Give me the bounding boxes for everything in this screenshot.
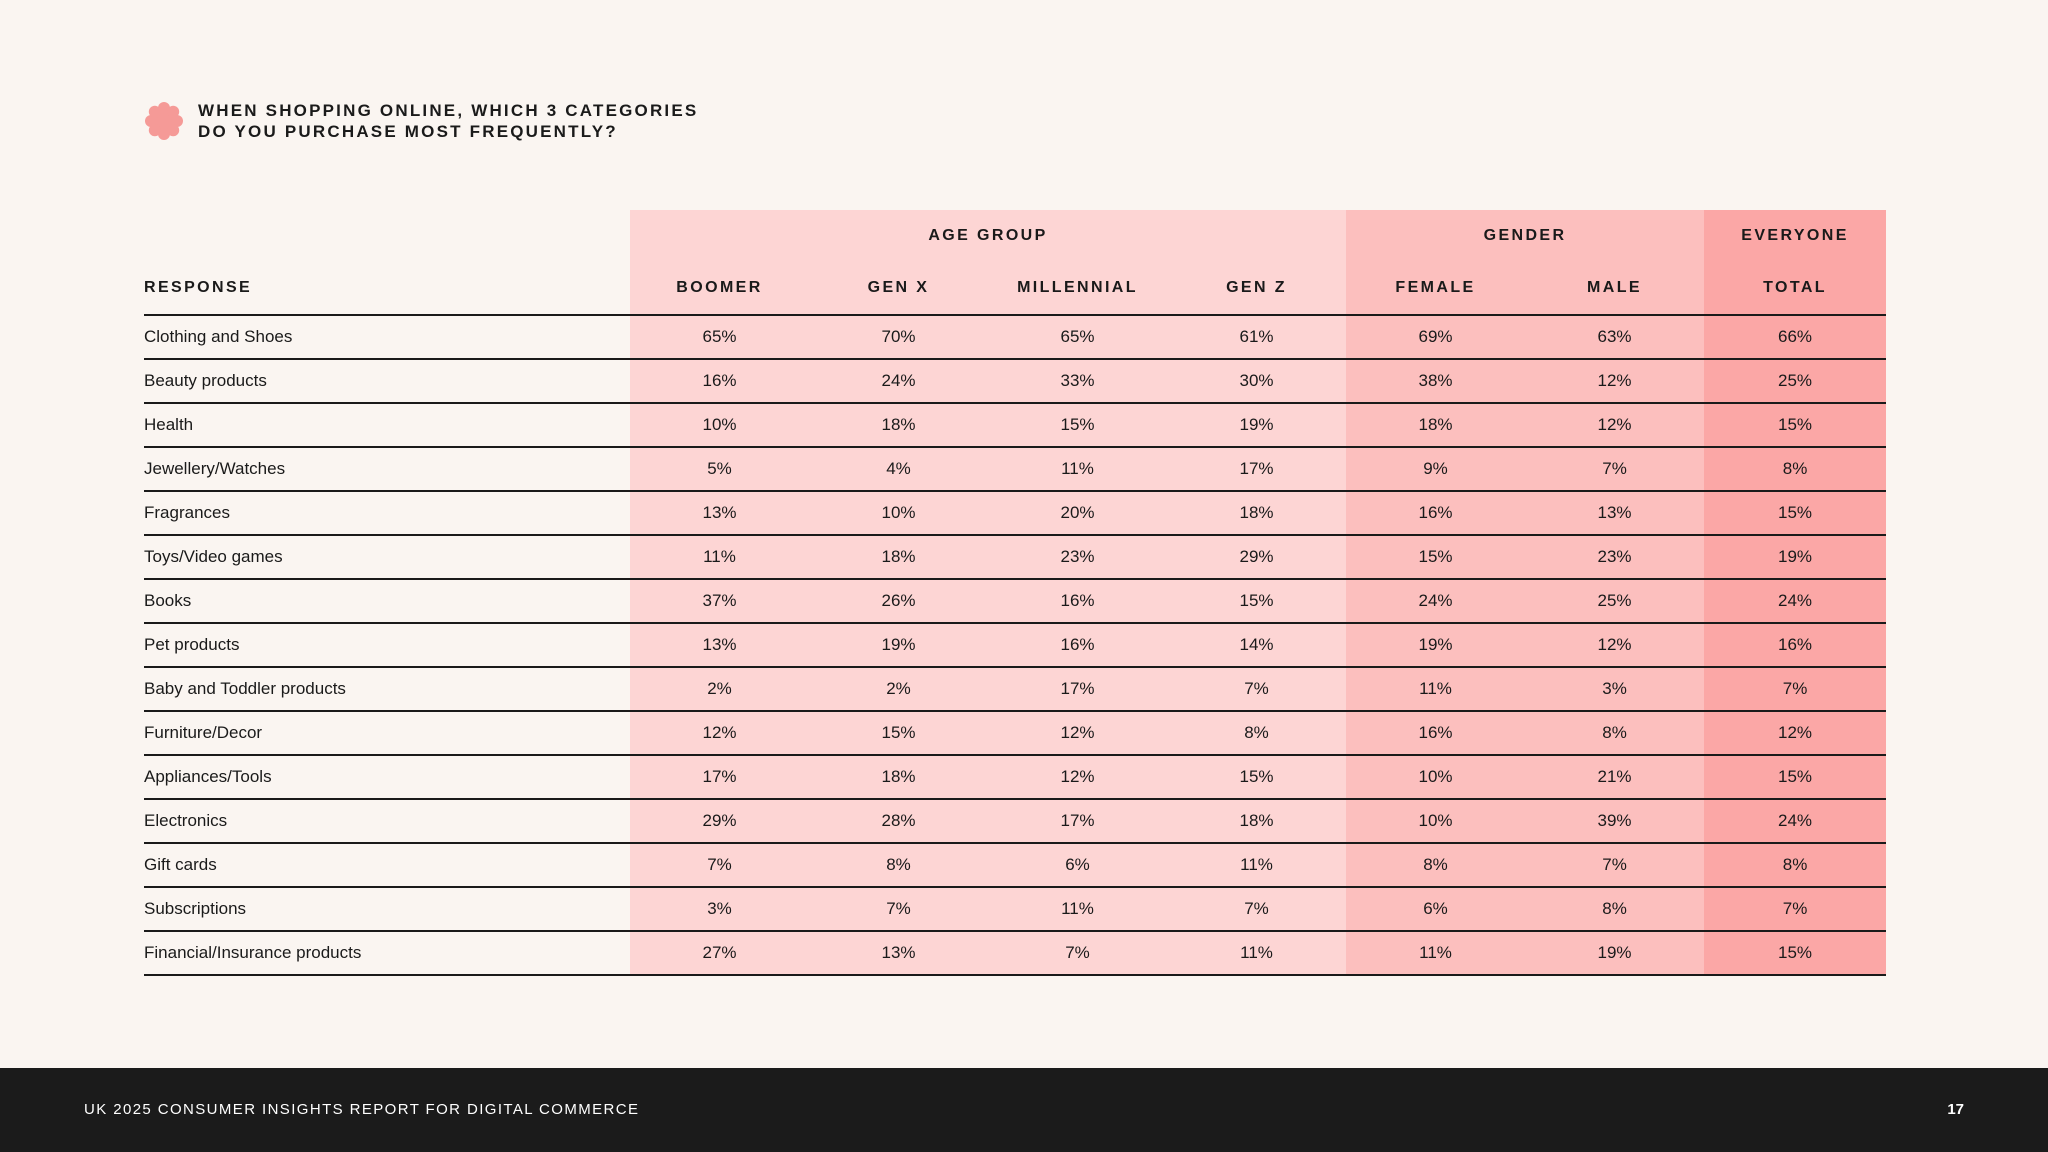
cell-female: 10% [1346,799,1525,843]
cell-total: 15% [1704,755,1886,799]
cell-female: 16% [1346,711,1525,755]
cell-boomer: 13% [630,491,809,535]
row-label: Pet products [144,623,630,667]
cell-total: 15% [1704,491,1886,535]
cell-gen-x: 15% [809,711,988,755]
column-header-gen-x: GEN X [809,262,988,315]
row-label: Jewellery/Watches [144,447,630,491]
question-title [198,100,698,142]
cell-total: 66% [1704,315,1886,359]
row-label: Furniture/Decor [144,711,630,755]
cell-millennial: 23% [988,535,1167,579]
cell-male: 23% [1525,535,1704,579]
cell-female: 9% [1346,447,1525,491]
row-label: Books [144,579,630,623]
cell-male: 39% [1525,799,1704,843]
cell-female: 19% [1346,623,1525,667]
cell-male: 7% [1525,447,1704,491]
cell-male: 12% [1525,359,1704,403]
cell-millennial: 65% [988,315,1167,359]
cell-total: 8% [1704,843,1886,887]
page-number: 17 [1947,1101,1964,1118]
cell-millennial: 7% [988,931,1167,975]
cell-total: 7% [1704,667,1886,711]
cell-gen-z: 17% [1167,447,1346,491]
cell-gen-z: 29% [1167,535,1346,579]
cell-gen-x: 18% [809,535,988,579]
group-header-everyone: EVERYONE [1704,210,1886,262]
cell-female: 15% [1346,535,1525,579]
cell-total: 15% [1704,931,1886,975]
table-row [144,931,1886,975]
cell-millennial: 16% [988,579,1167,623]
cell-boomer: 13% [630,623,809,667]
cell-gen-x: 13% [809,931,988,975]
table-row [144,579,1886,623]
cell-millennial: 6% [988,843,1167,887]
cell-boomer: 27% [630,931,809,975]
row-label: Fragrances [144,491,630,535]
cell-millennial: 17% [988,799,1167,843]
cell-gen-z: 18% [1167,491,1346,535]
cell-male: 8% [1525,887,1704,931]
table-row [144,755,1886,799]
cell-total: 12% [1704,711,1886,755]
column-header-row [144,262,1886,315]
table-row [144,447,1886,491]
column-header-gen-z: GEN Z [1167,262,1346,315]
cell-boomer: 5% [630,447,809,491]
cell-female: 16% [1346,491,1525,535]
cell-boomer: 11% [630,535,809,579]
row-label: Subscriptions [144,887,630,931]
cell-total: 16% [1704,623,1886,667]
group-header-row [144,210,1886,262]
cell-male: 19% [1525,931,1704,975]
cell-gen-z: 61% [1167,315,1346,359]
table-row [144,535,1886,579]
cell-boomer: 12% [630,711,809,755]
cell-male: 8% [1525,711,1704,755]
cell-total: 24% [1704,799,1886,843]
cell-boomer: 65% [630,315,809,359]
cell-gen-z: 7% [1167,667,1346,711]
column-header-total: TOTAL [1704,262,1886,315]
row-label: Clothing and Shoes [144,315,630,359]
cell-gen-x: 26% [809,579,988,623]
table-row [144,667,1886,711]
table-row [144,491,1886,535]
table-row [144,843,1886,887]
cell-millennial: 11% [988,447,1167,491]
table-row [144,623,1886,667]
cell-female: 6% [1346,887,1525,931]
cell-gen-z: 11% [1167,843,1346,887]
column-header-response: RESPONSE [144,262,630,315]
cell-gen-z: 8% [1167,711,1346,755]
cell-millennial: 16% [988,623,1167,667]
cell-total: 25% [1704,359,1886,403]
cell-gen-x: 18% [809,403,988,447]
cell-total: 15% [1704,403,1886,447]
table-row [144,711,1886,755]
results-table [144,210,1886,976]
cell-boomer: 37% [630,579,809,623]
flower-icon [144,101,184,141]
cell-millennial: 11% [988,887,1167,931]
cell-boomer: 2% [630,667,809,711]
cell-gen-z: 11% [1167,931,1346,975]
cell-millennial: 33% [988,359,1167,403]
question-header [144,100,698,142]
cell-gen-z: 18% [1167,799,1346,843]
cell-male: 7% [1525,843,1704,887]
cell-gen-z: 7% [1167,887,1346,931]
cell-male: 13% [1525,491,1704,535]
cell-female: 18% [1346,403,1525,447]
row-label: Electronics [144,799,630,843]
question-line-1: WHEN SHOPPING ONLINE, WHICH 3 CATEGORIES [198,101,699,120]
cell-millennial: 12% [988,711,1167,755]
cell-millennial: 15% [988,403,1167,447]
cell-gen-x: 4% [809,447,988,491]
cell-boomer: 16% [630,359,809,403]
column-header-millennial: MILLENNIAL [988,262,1167,315]
cell-gen-x: 28% [809,799,988,843]
cell-gen-z: 19% [1167,403,1346,447]
row-label: Health [144,403,630,447]
cell-female: 24% [1346,579,1525,623]
cell-boomer: 3% [630,887,809,931]
cell-total: 19% [1704,535,1886,579]
cell-gen-x: 8% [809,843,988,887]
cell-female: 8% [1346,843,1525,887]
footer-bar [0,1068,2048,1152]
cell-total: 8% [1704,447,1886,491]
cell-female: 11% [1346,931,1525,975]
cell-gen-x: 19% [809,623,988,667]
cell-female: 38% [1346,359,1525,403]
table-row [144,799,1886,843]
cell-male: 12% [1525,403,1704,447]
column-header-female: FEMALE [1346,262,1525,315]
cell-male: 63% [1525,315,1704,359]
row-label: Baby and Toddler products [144,667,630,711]
cell-male: 12% [1525,623,1704,667]
row-label: Toys/Video games [144,535,630,579]
cell-male: 21% [1525,755,1704,799]
cell-gen-x: 10% [809,491,988,535]
table-row [144,887,1886,931]
cell-gen-x: 70% [809,315,988,359]
cell-gen-z: 30% [1167,359,1346,403]
cell-gen-z: 15% [1167,579,1346,623]
group-header-empty [144,210,630,262]
cell-millennial: 17% [988,667,1167,711]
table-row [144,315,1886,359]
table-row [144,403,1886,447]
cell-gen-x: 7% [809,887,988,931]
cell-female: 11% [1346,667,1525,711]
cell-gen-x: 18% [809,755,988,799]
cell-gen-x: 24% [809,359,988,403]
row-label: Gift cards [144,843,630,887]
cell-boomer: 10% [630,403,809,447]
column-header-boomer: BOOMER [630,262,809,315]
question-line-2: DO YOU PURCHASE MOST FREQUENTLY? [198,122,618,141]
row-label: Financial/Insurance products [144,931,630,975]
cell-boomer: 29% [630,799,809,843]
row-label: Appliances/Tools [144,755,630,799]
cell-total: 24% [1704,579,1886,623]
cell-gen-x: 2% [809,667,988,711]
cell-female: 10% [1346,755,1525,799]
group-header-age: AGE GROUP [630,210,1346,262]
cell-millennial: 20% [988,491,1167,535]
cell-female: 69% [1346,315,1525,359]
group-header-gender: GENDER [1346,210,1704,262]
cell-millennial: 12% [988,755,1167,799]
column-header-male: MALE [1525,262,1704,315]
cell-male: 3% [1525,667,1704,711]
cell-total: 7% [1704,887,1886,931]
cell-gen-z: 15% [1167,755,1346,799]
row-label: Beauty products [144,359,630,403]
table-row [144,359,1886,403]
cell-boomer: 7% [630,843,809,887]
cell-gen-z: 14% [1167,623,1346,667]
cell-boomer: 17% [630,755,809,799]
cell-male: 25% [1525,579,1704,623]
report-title: UK 2025 CONSUMER INSIGHTS REPORT FOR DIGITAL COMMERCE [84,1101,640,1118]
